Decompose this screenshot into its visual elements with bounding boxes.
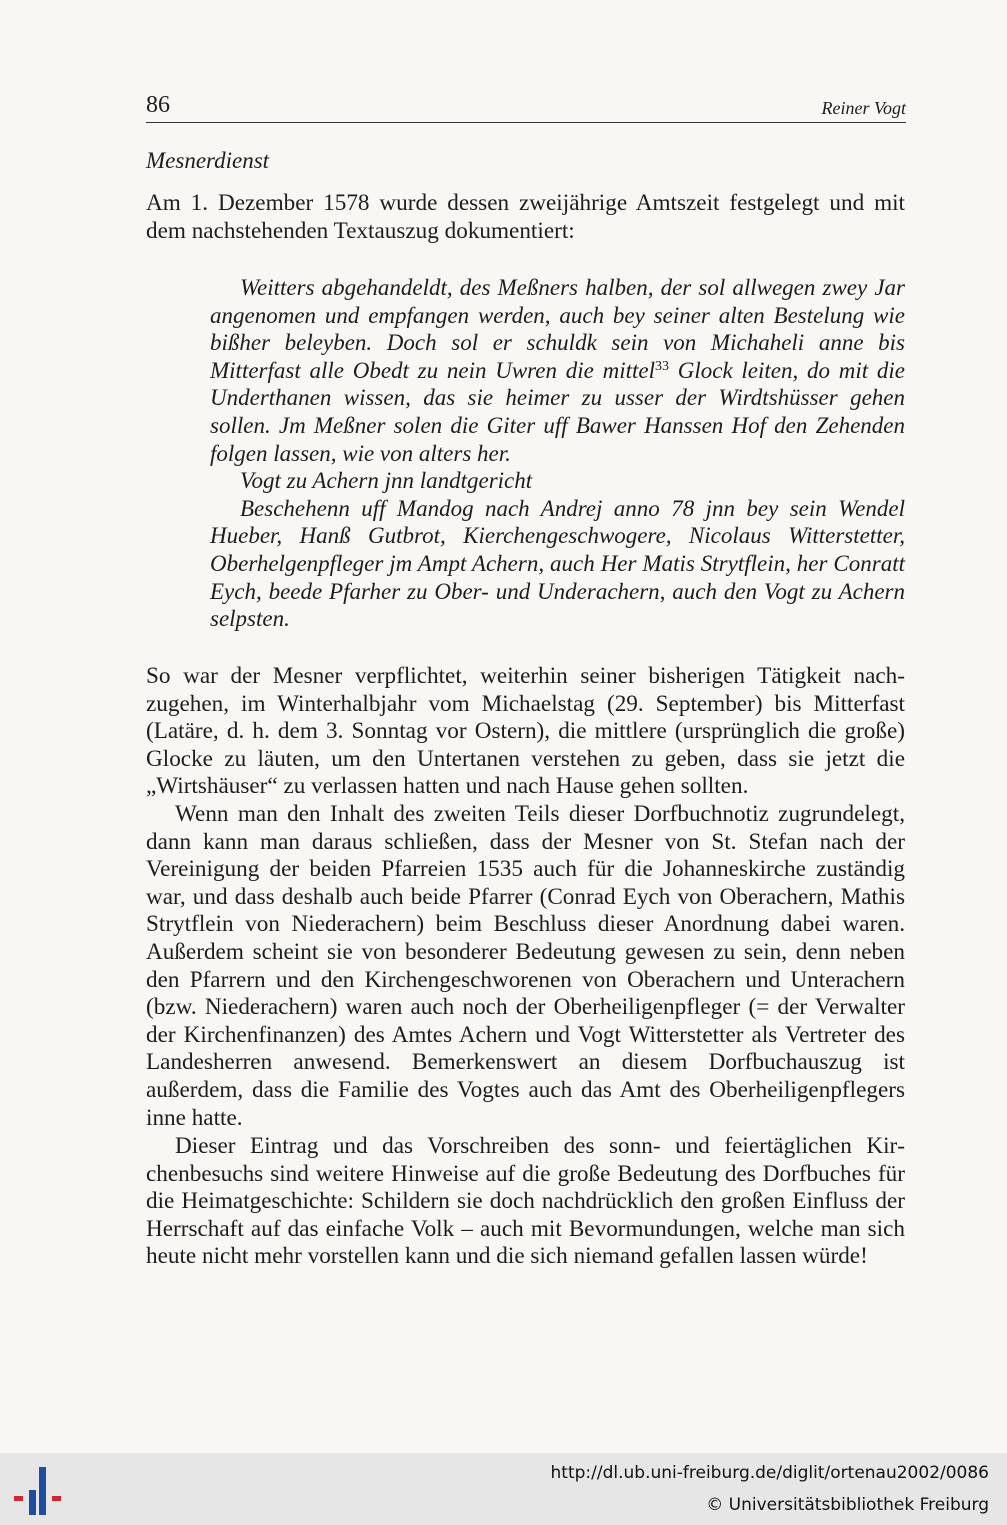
page-header	[146, 90, 906, 123]
page-number: 86	[146, 92, 170, 118]
footer-bar	[0, 1453, 1007, 1525]
quote-text-1b: Glock leiten, do mit die Underthanen wissen, das sie heimer zu usser der Wirdtshüsser gehen sollen. Jm Meßner solen die Giter uff Bawer Hanssen Hof den Zehenden folgen lassen, wie von alters her.	[210, 357, 905, 466]
running-head: Reiner Vogt	[821, 98, 906, 118]
copyright-credit: © Universitätsbibliothek Freiburg	[706, 1495, 989, 1515]
quote-paragraph-2: Vogt zu Achern jnn landtgericht	[240, 468, 533, 494]
paragraph-intro: Am 1. Dezember 1578 wurde dessen zweijährige Amtszeit festgelegt und mit dem nachstehenden Textauszug dokumentiert:	[146, 190, 905, 244]
paragraph-3: Wenn man den Inhalt des zweiten Teils dieser Dorfbuchnotiz zugrundelegt, dann kann man daraus schließen, dass der Mesner von St. Stefan nach der Vereinigung der beiden Pfarreien 1535 auch für die Johanneskirche zuständig war, und dass deshalb auch beide Pfarrer (Conrad Eych von Oberachern, Mathis Strytflein von Niederachern) beim Beschluss dieser Anordnung dabei waren. Außerdem scheint sie von besonderer Bedeutung gewesen zu sein, denn neben den Pfarrern und den Kirchengeschworenen von Oberachern und Unterachern (bzw. Niederachern) waren auch noch der Oberheiligenpfleger (= der Verwalter der Kirchenfinanzen) des Amtes Achern und Vogt Witterstetter als Vertreter des Landesherren anwesend. Bemerkenswert an diesem Dorfbuchauszug ist außerdem, dass die Familie des Vogtes auch das Amt des Oberheiligenpflegers inne hatte.	[146, 801, 905, 1131]
quote-paragraph-3: Beschehenn uff Mandog nach Andrej anno 78 jnn bey sein Wendel Hueber, Hanß Gutbrot, Kierchengeschwogere, Nicolaus Witterstetter, Oberhelgenpfleger jm Ampt Achern, auch Her Matis Strytflein, her Conratt Eych, beede Pfarher zu Ober- und Underachern, auch den Vogt zu Achern selpsten.	[210, 495, 905, 632]
section-heading: Mesnerdienst	[146, 148, 270, 173]
permalink-url[interactable]: http://dl.ub.uni-freiburg.de/diglit/ortenau2002/0086	[550, 1463, 989, 1483]
footnote-ref[interactable]: 33	[654, 358, 669, 374]
quote-text-1a: Weitters abgehandeldt, des Meßners halben, der sol allwegen zwey Jar angenomen und empfangen werden, auch bey seiner alten Bestelung wie bißher beleyben. Doch sol er schuldk sein von Michaheli anne bis Mitterfast alle Obedt zu nein Uwren die mittel	[210, 275, 905, 383]
ub-freiburg-logo-icon[interactable]	[12, 1463, 64, 1515]
block-quote	[210, 274, 905, 633]
paragraph-2: So war der Mesner verpflichtet, weiterhin seiner bisherigen Tätigkeit nachzugehen, im Winterhalbjahr vom Michaelstag (29. September) bis Mitterfast (Latäre, d. h. dem 3. Sonntag vor Ostern), die mittlere (ursprünglich die große) Glocke zu läuten, um den Untertanen verstehen zu geben, dass sie jetzt die „Wirtshäuser“ zu verlassen hatten und nach Hause gehen sollten.	[146, 663, 905, 800]
quote-paragraph-1	[210, 274, 905, 467]
paragraph-4: Dieser Eintrag und das Vorschreiben des sonn- und feiertäglichen Kirchenbesuchs sind weitere Hinweise auf die große Bedeutung des Dorfbuches für die Heimatgeschichte: Schildern sie doch nachdrücklich den großen Einfluss der Herrschaft auf das einfache Volk – auch mit Bevormundungen, welche man sich heute nicht mehr vorstellen kann und die sich niemand gefallen lassen würde!	[146, 1133, 905, 1270]
